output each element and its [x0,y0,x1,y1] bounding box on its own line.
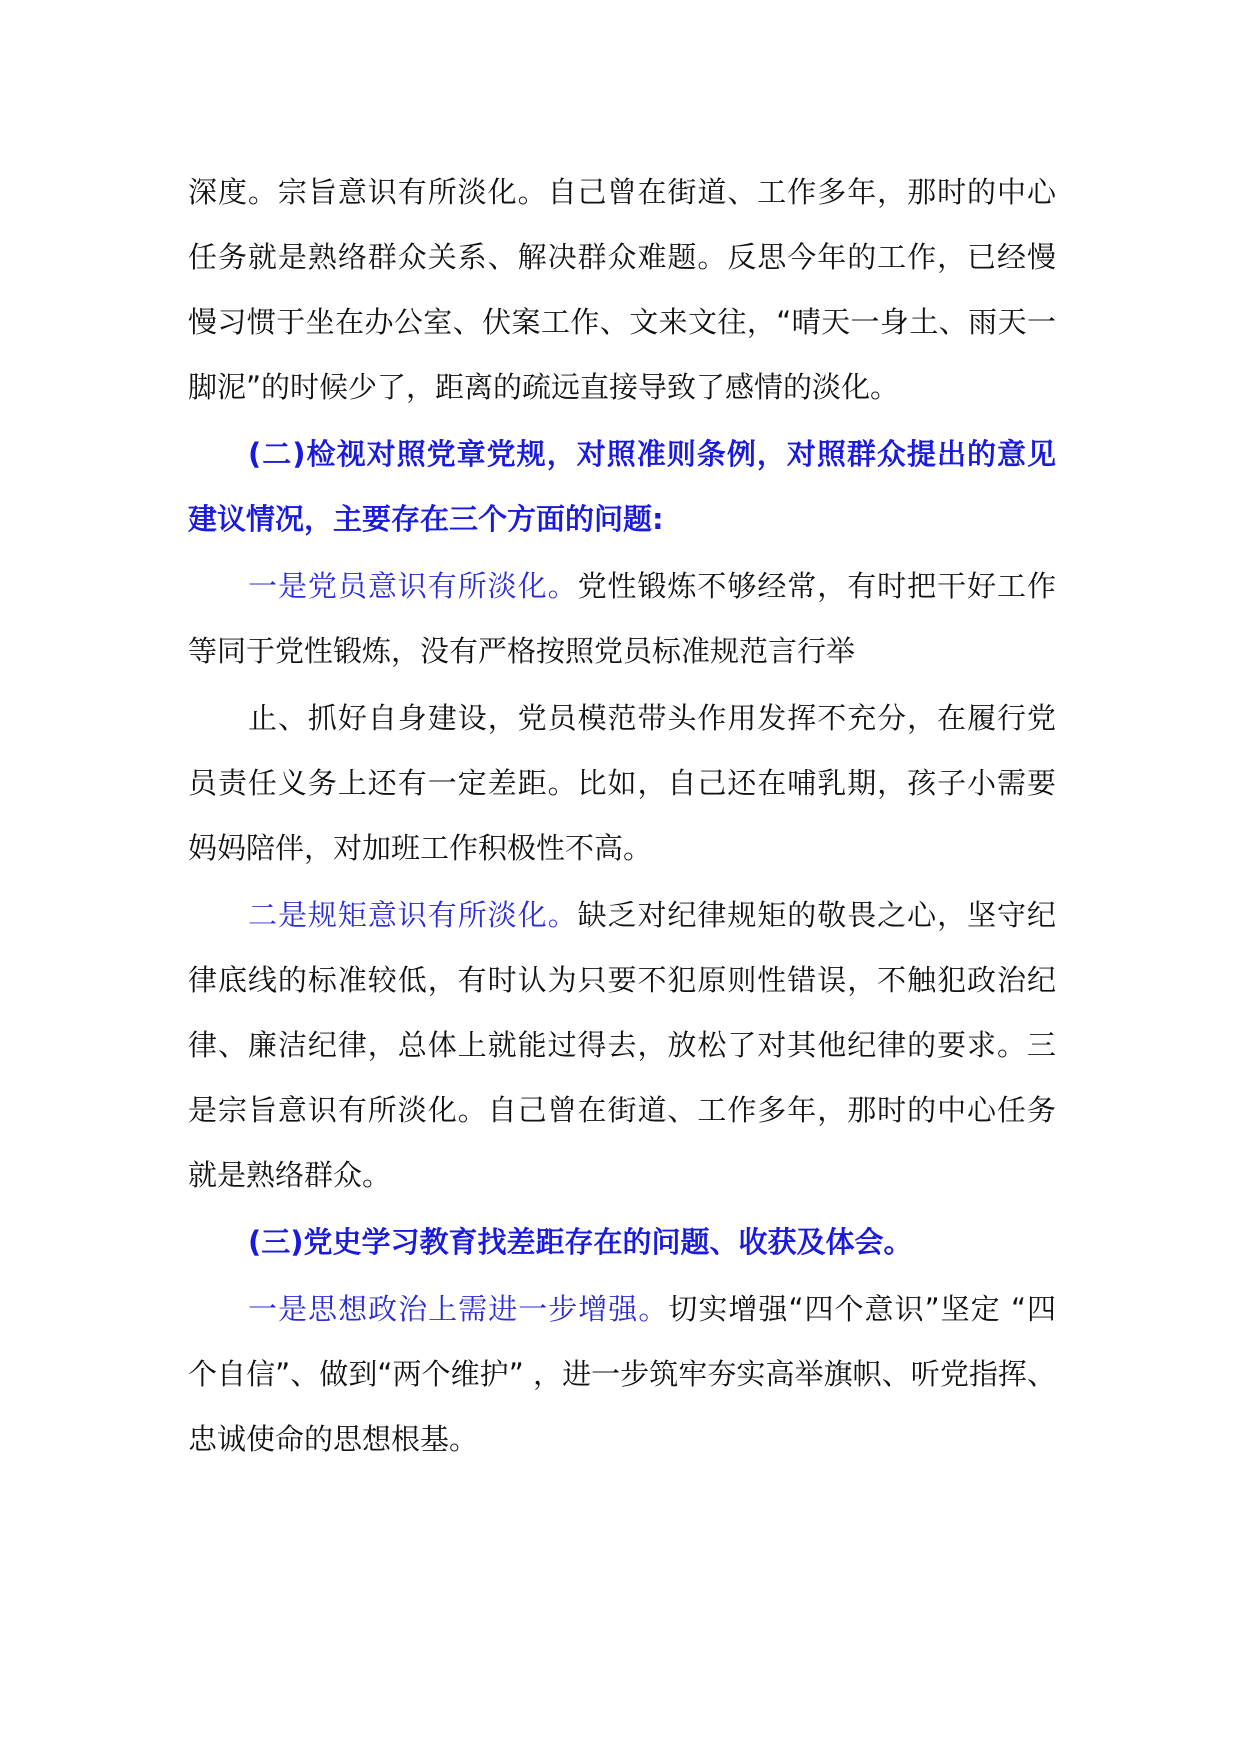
paragraph-5 [188,883,1056,1208]
paragraph-4: 止、抓好自身建设，党员模范带头作用发挥不充分，在履行党员责任义务上还有一定差距。比如，自己还在哺乳期，孩子小需要妈妈陪伴，对加班工作积极性不高。 [188,701,1056,865]
paragraph-1: 深度。宗旨意识有所淡化。自己曾在街道、工作多年，那时的中心任务就是熟络群众关系、解决群众难题。反思今年的工作，已经慢慢习惯于坐在办公室、伏案工作、文来文往，“晴天一身土、雨天一脚泥”的时候少了，距离的疏远直接导致了感情的淡化。 [188,175,1056,404]
paragraph-3-lead: 一是党员意识有所淡化。 [248,569,578,603]
paragraph-3 [188,554,1056,684]
paragraph-7-lead: 一是思想政治上需进一步增强。 [248,1292,669,1326]
section-heading-2: (二)检视对照党章党规，对照准则条例，对照群众提出的意见建议情况，主要存在三个方面的问题: [188,437,1056,536]
paragraph-3-body: 党性锻炼不够经常，有时把干好工作等同于党性锻炼，没有严格按照党员标准规范言行举 [188,569,1056,668]
document-page [188,160,1056,1472]
paragraph-7-body: 切实增强“四个意识”坚定 “四个自信”、做到“两个维护” ，进一步筑牢夯实高举旗帜、听党指挥、忠诚使命的思想根基。 [188,1292,1056,1456]
paragraph-7 [188,1277,1056,1472]
section-heading-3: (三)党史学习教育找差距存在的问题、收获及体会。 [248,1225,913,1259]
paragraph-5-lead: 二是规矩意识有所淡化。 [248,898,578,932]
paragraph-5-body: 缺乏对纪律规矩的敬畏之心，坚守纪律底线的标准较低，有时认为只要不犯原则性错误，不触犯政治纪律、廉洁纪律，总体上就能过得去，放松了对其他纪律的要求。三是宗旨意识有所淡化。自己曾在街道、工作多年，那时的中心任务就是熟络群众。 [188,898,1056,1192]
